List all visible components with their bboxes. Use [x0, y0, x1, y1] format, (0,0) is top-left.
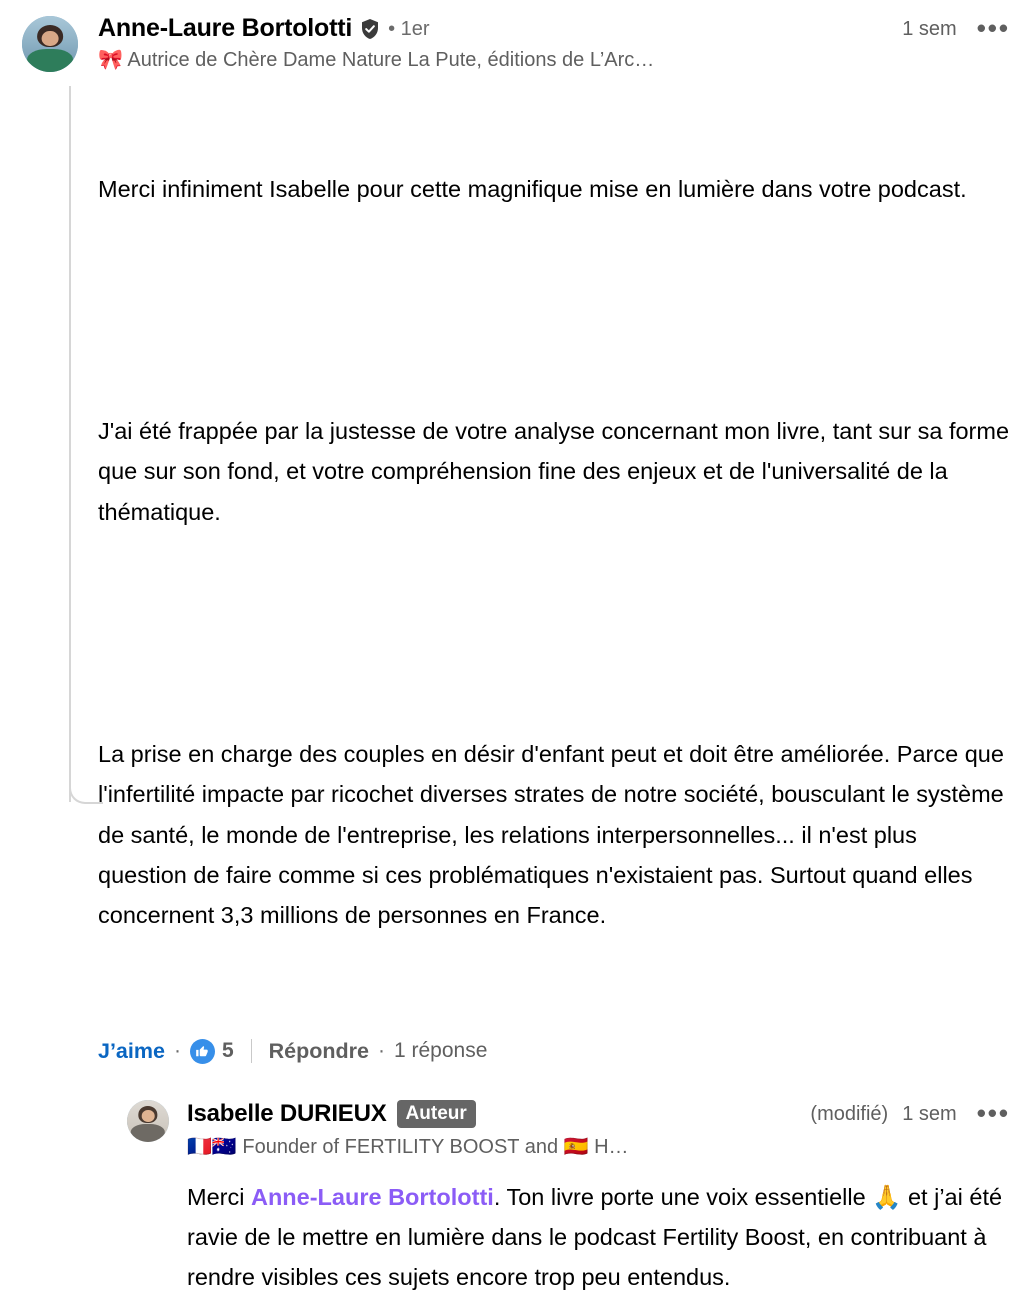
comment-author-name[interactable]: Anne-Laure Bortolotti	[98, 14, 353, 42]
mention-link[interactable]: Anne-Laure Bortolotti	[250, 1183, 494, 1210]
reply-text-after-mention: . Ton livre porte une voix essentielle 🙏 et j’ai été ravie de le mettre en lumière dans le podcast Fertility Boost, en contribuant à rendre visibles ces sujets encore trop peu entendus.	[187, 1183, 1009, 1291]
comment-actions	[98, 1039, 1010, 1064]
reply-item	[22, 1097, 1010, 1298]
reply-more-options-icon[interactable]: •••	[976, 1097, 1010, 1128]
reactions-summary[interactable]	[190, 1039, 234, 1064]
reply-timestamp: 1 sem	[902, 1102, 957, 1125]
reply-body	[169, 1097, 1010, 1298]
reply-author-headline: 🇫🇷🇦🇺 Founder of FERTILITY BOOST and 🇪🇸 H…	[187, 1135, 629, 1158]
reply-container	[127, 1097, 1010, 1298]
comment-timestamp: 1 sem	[902, 17, 957, 40]
reply-author-name[interactable]: Isabelle DURIEUX	[187, 1099, 387, 1127]
reply-text-before-mention: Merci	[187, 1183, 251, 1210]
avatar-face	[142, 1110, 155, 1122]
action-separator: ·	[173, 1039, 181, 1063]
comment-header	[98, 12, 1010, 43]
avatar-body	[131, 1124, 165, 1141]
action-divider	[251, 1039, 252, 1063]
avatar[interactable]	[127, 1100, 169, 1142]
verified-shield-icon	[358, 17, 382, 41]
comment-more-options-icon[interactable]: •••	[976, 12, 1010, 43]
author-badge: Auteur	[397, 1100, 476, 1128]
comment-paragraph-spacer	[98, 290, 1010, 330]
reply-header	[187, 1097, 1010, 1128]
avatar-face	[42, 31, 59, 47]
comment-paragraph: La prise en charge des couples en désir d'enfant peut et doit être améliorée. Parce que l'infertilité impacte par ricochet diverses strates de notre société, bousculant le système de santé, le monde de l'entreprise, les relations interpersonnelles... il n'est plus question de faire comme si ces problématiques n'existaient pas. Surtout quand elles concernent 3,3 millions de personnes en France.	[98, 740, 1011, 929]
thumbs-up-icon	[190, 1039, 215, 1064]
avatar[interactable]	[22, 16, 78, 72]
comment-body	[78, 12, 1016, 1064]
comment-item	[22, 12, 1016, 1064]
comment-paragraph-spacer	[98, 613, 1010, 653]
comment-paragraph: J'ai été frappée par la justesse de votre analyse concernant mon livre, tant sur sa forme que sur son fond, et votre compréhension fine des enjeux et de l'universalité de la thématique.	[98, 417, 1016, 525]
connection-degree: • 1er	[388, 17, 430, 40]
comment-text	[98, 88, 1016, 1017]
reply-count[interactable]: 1 réponse	[393, 1039, 488, 1063]
action-separator: ·	[377, 1039, 385, 1063]
comment-paragraph: Merci infiniment Isabelle pour cette magnifique mise en lumière dans votre podcast.	[98, 175, 967, 202]
like-button[interactable]: J’aime	[98, 1038, 165, 1063]
avatar-body	[27, 49, 73, 72]
reply-edited-label: (modifié)	[810, 1102, 889, 1125]
reaction-count: 5	[221, 1039, 234, 1063]
reply-text	[187, 1177, 1010, 1298]
reply-button[interactable]: Répondre	[268, 1038, 369, 1063]
comment-author-headline: 🎀 Autrice de Chère Dame Nature La Pute, éditions de L’Arc…	[98, 49, 655, 71]
